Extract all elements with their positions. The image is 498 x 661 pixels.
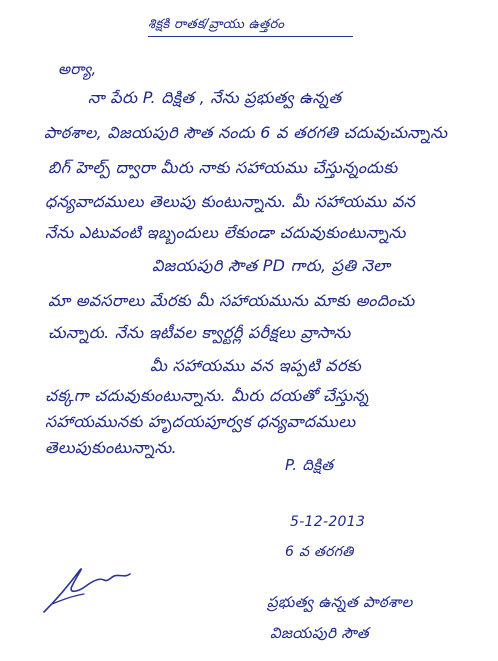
body-line: చున్నారు. నేను ఇటీవల క్వార్టర్లీ పరీక్షలు వ్రాసాను <box>48 323 351 342</box>
body-line: నేను ఎటువంటి ఇబ్బందులు లేకుండా చదువుకుంటున్నాను <box>45 223 406 242</box>
body-line: చక్కగా చదువుకుంటున్నాను. మీరు దయతో చేస్తున్న <box>45 386 369 405</box>
body-line: సహాయమునకు హృదయపూర్వక ధన్యవాదములు <box>45 412 356 431</box>
body-line: బిగ్ హెల్ప్ ద్వారా మీరు నాకు సహాయము చేస్తున్నందుకు <box>48 158 398 177</box>
handwritten-signature-scribble <box>38 560 138 618</box>
body-line: పాఠశాల, విజయపురి సౌత నందు 6 వ తరగతి చదువుచున్నాను <box>44 123 448 142</box>
school-line-2: విజయపురి సౌత <box>270 624 369 642</box>
signature-date: 5-12-2013 <box>290 514 366 530</box>
body-line: నా పేరు P. దిక్షిత , నేను ప్రభుత్వ ఉన్నత <box>88 88 342 107</box>
letter-title: శిక్షకి రాతక/వ్రాయు ఉత్తరం <box>148 17 285 32</box>
body-line: మీ సహాయము వన ఇప్పటి వరకు <box>150 356 362 375</box>
title-underline <box>148 36 353 37</box>
greeting: అర్యా, <box>58 60 97 78</box>
body-line: మా అవసరాలు మేరకు మీ సహాయమును మాకు అందించు <box>48 291 415 310</box>
signature-name: P. దిక్షిత <box>285 456 334 474</box>
school-line-1: ప్రభుత్వ ఉన్నత పాఠశాల <box>267 593 413 611</box>
body-line: ధన్యవాదములు తెలుపు కుంటున్నాను. మీ సహాయము వన <box>45 192 416 211</box>
body-line: తెలుపుకుంటున్నాను. <box>45 438 177 457</box>
signature-class: 6 వ తరగతి <box>285 544 354 560</box>
body-line: విజయపురి సౌత PD గారు, ప్రతి నెలా <box>152 256 391 275</box>
